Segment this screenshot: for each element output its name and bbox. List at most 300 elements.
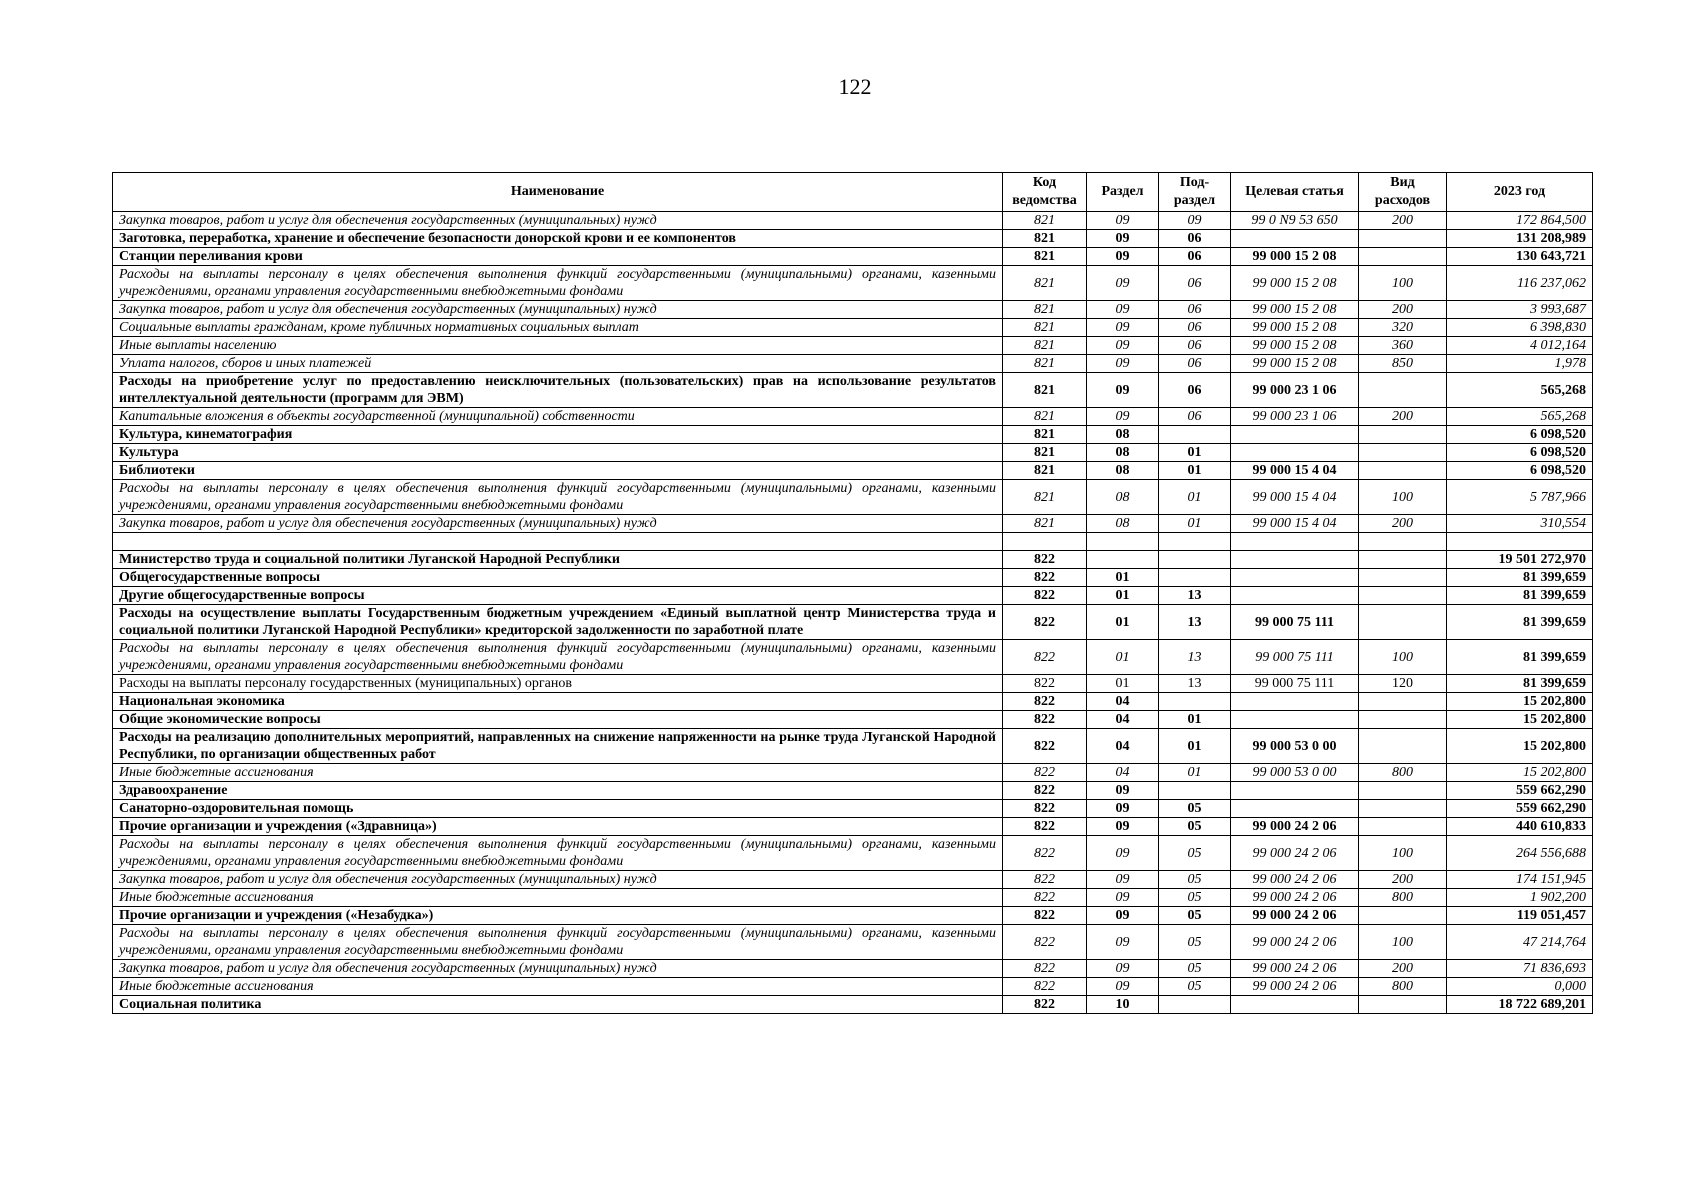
cell-dept-code: 821 xyxy=(1003,355,1087,373)
cell-section: 09 xyxy=(1087,301,1159,319)
cell-name: Закупка товаров, работ и услуг для обеспечения государственных (муниципальных) нужд xyxy=(113,871,1003,889)
cell-expense-type xyxy=(1359,996,1447,1014)
cell-section: 09 xyxy=(1087,319,1159,337)
cell-target-article xyxy=(1231,587,1359,605)
cell-dept-code: 822 xyxy=(1003,782,1087,800)
table-row xyxy=(113,800,1593,818)
cell-amount: 81 399,659 xyxy=(1447,605,1593,640)
cell-section: 08 xyxy=(1087,515,1159,533)
table-row xyxy=(113,266,1593,301)
cell-target-article: 99 000 23 1 06 xyxy=(1231,408,1359,426)
cell-section: 09 xyxy=(1087,978,1159,996)
cell-section: 08 xyxy=(1087,480,1159,515)
cell-expense-type: 100 xyxy=(1359,925,1447,960)
cell-section: 04 xyxy=(1087,764,1159,782)
cell-subsection: 06 xyxy=(1159,319,1231,337)
page-number: 122 xyxy=(838,74,872,99)
cell-name: Министерство труда и социальной политики Луганской Народной Республики xyxy=(113,551,1003,569)
cell-amount: 81 399,659 xyxy=(1447,587,1593,605)
cell-target-article: 99 000 75 111 xyxy=(1231,640,1359,675)
cell-section: 09 xyxy=(1087,871,1159,889)
cell-subsection xyxy=(1159,693,1231,711)
cell-expense-type xyxy=(1359,693,1447,711)
cell-section: 01 xyxy=(1087,587,1159,605)
cell-dept-code: 821 xyxy=(1003,266,1087,301)
cell-dept-code: 822 xyxy=(1003,836,1087,871)
cell-expense-type xyxy=(1359,230,1447,248)
cell-amount: 15 202,800 xyxy=(1447,693,1593,711)
cell-name: Станции переливания крови xyxy=(113,248,1003,266)
cell-subsection: 13 xyxy=(1159,640,1231,675)
cell-name: Национальная экономика xyxy=(113,693,1003,711)
cell-subsection: 13 xyxy=(1159,587,1231,605)
cell-amount: 71 836,693 xyxy=(1447,960,1593,978)
cell-section: 09 xyxy=(1087,907,1159,925)
cell-dept-code: 821 xyxy=(1003,444,1087,462)
cell-expense-type: 360 xyxy=(1359,337,1447,355)
cell-expense-type: 200 xyxy=(1359,871,1447,889)
cell-name: Расходы на выплаты персоналу государственных (муниципальных) органов xyxy=(113,675,1003,693)
cell-dept-code: 821 xyxy=(1003,319,1087,337)
budget-table xyxy=(112,172,1593,1014)
cell-amount: 174 151,945 xyxy=(1447,871,1593,889)
cell-dept-code: 822 xyxy=(1003,907,1087,925)
table-header-row xyxy=(113,173,1593,212)
cell-name xyxy=(113,533,1003,551)
cell-target-article: 99 000 15 2 08 xyxy=(1231,301,1359,319)
cell-amount: 565,268 xyxy=(1447,373,1593,408)
cell-amount: 19 501 272,970 xyxy=(1447,551,1593,569)
cell-target-article: 99 000 15 2 08 xyxy=(1231,337,1359,355)
cell-dept-code: 821 xyxy=(1003,248,1087,266)
cell-section: 04 xyxy=(1087,711,1159,729)
cell-amount: 310,554 xyxy=(1447,515,1593,533)
cell-amount: 18 722 689,201 xyxy=(1447,996,1593,1014)
cell-target-article: 99 000 15 2 08 xyxy=(1231,319,1359,337)
table-row xyxy=(113,480,1593,515)
table-row xyxy=(113,729,1593,764)
cell-section: 09 xyxy=(1087,355,1159,373)
cell-dept-code: 822 xyxy=(1003,978,1087,996)
header-target-article: Целевая статья xyxy=(1231,173,1359,212)
cell-target-article xyxy=(1231,800,1359,818)
cell-subsection: 01 xyxy=(1159,764,1231,782)
cell-expense-type: 100 xyxy=(1359,836,1447,871)
cell-subsection: 05 xyxy=(1159,960,1231,978)
cell-target-article: 99 000 15 4 04 xyxy=(1231,462,1359,480)
cell-target-article xyxy=(1231,693,1359,711)
cell-expense-type: 100 xyxy=(1359,266,1447,301)
cell-subsection: 06 xyxy=(1159,266,1231,301)
cell-dept-code: 822 xyxy=(1003,925,1087,960)
cell-expense-type: 200 xyxy=(1359,515,1447,533)
cell-expense-type: 800 xyxy=(1359,889,1447,907)
table-row xyxy=(113,960,1593,978)
table-row xyxy=(113,551,1593,569)
cell-expense-type: 800 xyxy=(1359,764,1447,782)
cell-section: 09 xyxy=(1087,782,1159,800)
cell-expense-type: 200 xyxy=(1359,408,1447,426)
table-row xyxy=(113,355,1593,373)
cell-section: 08 xyxy=(1087,426,1159,444)
cell-section: 01 xyxy=(1087,640,1159,675)
cell-name: Здравоохранение xyxy=(113,782,1003,800)
cell-amount: 15 202,800 xyxy=(1447,729,1593,764)
cell-target-article: 99 000 75 111 xyxy=(1231,605,1359,640)
cell-section: 09 xyxy=(1087,230,1159,248)
cell-target-article: 99 000 15 4 04 xyxy=(1231,515,1359,533)
cell-name: Заготовка, переработка, хранение и обеспечение безопасности донорской крови и ее компонентов xyxy=(113,230,1003,248)
cell-amount: 1,978 xyxy=(1447,355,1593,373)
cell-dept-code: 822 xyxy=(1003,587,1087,605)
cell-amount: 47 214,764 xyxy=(1447,925,1593,960)
cell-amount: 559 662,290 xyxy=(1447,782,1593,800)
cell-section: 01 xyxy=(1087,675,1159,693)
cell-target-article xyxy=(1231,426,1359,444)
cell-target-article: 99 000 24 2 06 xyxy=(1231,818,1359,836)
cell-section: 09 xyxy=(1087,889,1159,907)
cell-target-article: 99 000 15 2 08 xyxy=(1231,266,1359,301)
cell-amount: 81 399,659 xyxy=(1447,569,1593,587)
cell-target-article: 99 000 53 0 00 xyxy=(1231,764,1359,782)
header-year-2023: 2023 год xyxy=(1447,173,1593,212)
cell-expense-type: 800 xyxy=(1359,978,1447,996)
cell-amount: 3 993,687 xyxy=(1447,301,1593,319)
cell-name: Иные бюджетные ассигнования xyxy=(113,889,1003,907)
cell-expense-type: 850 xyxy=(1359,355,1447,373)
cell-dept-code: 821 xyxy=(1003,426,1087,444)
cell-subsection: 05 xyxy=(1159,800,1231,818)
cell-section: 09 xyxy=(1087,212,1159,230)
table-row xyxy=(113,996,1593,1014)
table-row xyxy=(113,675,1593,693)
cell-subsection xyxy=(1159,533,1231,551)
cell-expense-type xyxy=(1359,800,1447,818)
cell-target-article xyxy=(1231,782,1359,800)
table-row xyxy=(113,764,1593,782)
cell-amount: 559 662,290 xyxy=(1447,800,1593,818)
cell-target-article: 99 000 24 2 06 xyxy=(1231,978,1359,996)
cell-name: Капитальные вложения в объекты государственной (муниципальной) собственности xyxy=(113,408,1003,426)
cell-subsection: 05 xyxy=(1159,889,1231,907)
cell-expense-type xyxy=(1359,373,1447,408)
cell-expense-type xyxy=(1359,444,1447,462)
cell-name: Закупка товаров, работ и услуг для обеспечения государственных (муниципальных) нужд xyxy=(113,515,1003,533)
cell-name: Расходы на выплаты персоналу в целях обеспечения выполнения функций государственными (муниципальными) органами, казенными учреждениями, органами управления государственными внебюджетными фондами xyxy=(113,836,1003,871)
cell-expense-type: 200 xyxy=(1359,960,1447,978)
cell-target-article: 99 000 24 2 06 xyxy=(1231,907,1359,925)
cell-subsection: 05 xyxy=(1159,907,1231,925)
cell-amount: 116 237,062 xyxy=(1447,266,1593,301)
table-row xyxy=(113,925,1593,960)
cell-target-article: 99 000 24 2 06 xyxy=(1231,925,1359,960)
cell-expense-type xyxy=(1359,818,1447,836)
cell-section: 01 xyxy=(1087,569,1159,587)
cell-subsection xyxy=(1159,551,1231,569)
cell-section: 08 xyxy=(1087,444,1159,462)
cell-name: Закупка товаров, работ и услуг для обеспечения государственных (муниципальных) нужд xyxy=(113,212,1003,230)
table-row xyxy=(113,818,1593,836)
cell-dept-code: 821 xyxy=(1003,480,1087,515)
cell-expense-type xyxy=(1359,551,1447,569)
cell-expense-type xyxy=(1359,729,1447,764)
cell-amount: 4 012,164 xyxy=(1447,337,1593,355)
cell-target-article: 99 000 53 0 00 xyxy=(1231,729,1359,764)
cell-dept-code: 822 xyxy=(1003,693,1087,711)
cell-target-article xyxy=(1231,230,1359,248)
cell-dept-code: 821 xyxy=(1003,462,1087,480)
cell-name: Культура xyxy=(113,444,1003,462)
cell-subsection: 05 xyxy=(1159,818,1231,836)
table-row xyxy=(113,248,1593,266)
cell-subsection: 06 xyxy=(1159,337,1231,355)
cell-name: Прочие организации и учреждения («Незабудка») xyxy=(113,907,1003,925)
cell-dept-code: 822 xyxy=(1003,800,1087,818)
table-row xyxy=(113,871,1593,889)
cell-dept-code: 821 xyxy=(1003,373,1087,408)
cell-name: Социальные выплаты гражданам, кроме публичных нормативных социальных выплат xyxy=(113,319,1003,337)
cell-section xyxy=(1087,551,1159,569)
cell-target-article: 99 000 15 4 04 xyxy=(1231,480,1359,515)
cell-target-article: 99 000 24 2 06 xyxy=(1231,889,1359,907)
cell-dept-code xyxy=(1003,533,1087,551)
table-body xyxy=(113,212,1593,1014)
cell-dept-code: 822 xyxy=(1003,996,1087,1014)
cell-name: Расходы на выплаты персоналу в целях обеспечения выполнения функций государственными (муниципальными) органами, казенными учреждениями, органами управления государственными внебюджетными фондами xyxy=(113,266,1003,301)
cell-name: Расходы на приобретение услуг по предоставлению неисключительных (пользовательских) прав на использование результатов интеллектуальной деятельности (программ для ЭВМ) xyxy=(113,373,1003,408)
cell-name: Расходы на выплаты персоналу в целях обеспечения выполнения функций государственными (муниципальными) органами, казенными учреждениями, органами управления государственными внебюджетными фондами xyxy=(113,480,1003,515)
cell-name: Социальная политика xyxy=(113,996,1003,1014)
cell-section: 09 xyxy=(1087,408,1159,426)
cell-amount: 130 643,721 xyxy=(1447,248,1593,266)
cell-section: 09 xyxy=(1087,248,1159,266)
cell-expense-type xyxy=(1359,587,1447,605)
cell-amount: 119 051,457 xyxy=(1447,907,1593,925)
cell-target-article: 99 0 N9 53 650 xyxy=(1231,212,1359,230)
cell-amount: 6 398,830 xyxy=(1447,319,1593,337)
cell-section: 09 xyxy=(1087,373,1159,408)
cell-dept-code: 821 xyxy=(1003,212,1087,230)
cell-expense-type: 100 xyxy=(1359,480,1447,515)
cell-subsection: 06 xyxy=(1159,408,1231,426)
cell-dept-code: 821 xyxy=(1003,515,1087,533)
cell-section: 09 xyxy=(1087,836,1159,871)
cell-amount: 131 208,989 xyxy=(1447,230,1593,248)
cell-expense-type xyxy=(1359,533,1447,551)
cell-subsection: 13 xyxy=(1159,605,1231,640)
cell-subsection: 06 xyxy=(1159,373,1231,408)
table-row xyxy=(113,408,1593,426)
cell-name: Прочие организации и учреждения («Здравница») xyxy=(113,818,1003,836)
header-section: Раздел xyxy=(1087,173,1159,212)
cell-subsection xyxy=(1159,569,1231,587)
cell-amount: 1 902,200 xyxy=(1447,889,1593,907)
cell-dept-code: 822 xyxy=(1003,889,1087,907)
header-dept-code: Код ведомства xyxy=(1003,173,1087,212)
header-expense-type: Вид расходов xyxy=(1359,173,1447,212)
cell-expense-type: 200 xyxy=(1359,212,1447,230)
cell-expense-type xyxy=(1359,426,1447,444)
table-row xyxy=(113,515,1593,533)
cell-dept-code: 822 xyxy=(1003,729,1087,764)
cell-amount: 6 098,520 xyxy=(1447,444,1593,462)
cell-target-article xyxy=(1231,551,1359,569)
cell-expense-type xyxy=(1359,907,1447,925)
cell-subsection: 06 xyxy=(1159,301,1231,319)
header-name: Наименование xyxy=(113,173,1003,212)
cell-subsection: 06 xyxy=(1159,230,1231,248)
cell-name: Расходы на осуществление выплаты Государственным бюджетным учреждением «Единый выплатной центр Министерства труда и социальной политики Луганской Народной Республики» кредиторской задолженности по заработной плате xyxy=(113,605,1003,640)
cell-subsection: 01 xyxy=(1159,444,1231,462)
cell-section: 09 xyxy=(1087,818,1159,836)
cell-section: 01 xyxy=(1087,605,1159,640)
table-row xyxy=(113,533,1593,551)
cell-section: 09 xyxy=(1087,266,1159,301)
cell-name: Расходы на реализацию дополнительных мероприятий, направленных на снижение напряженности на рынке труда Луганской Народной Республики, по организации общественных работ xyxy=(113,729,1003,764)
table-row xyxy=(113,605,1593,640)
cell-expense-type: 200 xyxy=(1359,301,1447,319)
cell-target-article xyxy=(1231,444,1359,462)
cell-name: Общие экономические вопросы xyxy=(113,711,1003,729)
cell-section: 09 xyxy=(1087,800,1159,818)
cell-dept-code: 822 xyxy=(1003,960,1087,978)
table-row xyxy=(113,444,1593,462)
cell-name: Уплата налогов, сборов и иных платежей xyxy=(113,355,1003,373)
cell-target-article: 99 000 24 2 06 xyxy=(1231,871,1359,889)
table-row xyxy=(113,693,1593,711)
cell-subsection xyxy=(1159,782,1231,800)
cell-subsection: 01 xyxy=(1159,515,1231,533)
cell-target-article xyxy=(1231,711,1359,729)
cell-section: 09 xyxy=(1087,337,1159,355)
cell-expense-type xyxy=(1359,569,1447,587)
cell-dept-code: 822 xyxy=(1003,569,1087,587)
cell-amount: 81 399,659 xyxy=(1447,640,1593,675)
cell-target-article xyxy=(1231,996,1359,1014)
cell-dept-code: 821 xyxy=(1003,301,1087,319)
table-row xyxy=(113,836,1593,871)
table-row xyxy=(113,301,1593,319)
cell-subsection xyxy=(1159,996,1231,1014)
cell-amount: 0,000 xyxy=(1447,978,1593,996)
cell-subsection: 01 xyxy=(1159,462,1231,480)
cell-dept-code: 822 xyxy=(1003,551,1087,569)
table-row xyxy=(113,426,1593,444)
cell-expense-type xyxy=(1359,711,1447,729)
cell-amount: 440 610,833 xyxy=(1447,818,1593,836)
cell-name: Закупка товаров, работ и услуг для обеспечения государственных (муниципальных) нужд xyxy=(113,960,1003,978)
cell-amount: 15 202,800 xyxy=(1447,711,1593,729)
cell-name: Иные бюджетные ассигнования xyxy=(113,764,1003,782)
cell-target-article: 99 000 24 2 06 xyxy=(1231,960,1359,978)
table-row xyxy=(113,230,1593,248)
table-row xyxy=(113,640,1593,675)
cell-amount: 565,268 xyxy=(1447,408,1593,426)
cell-section: 10 xyxy=(1087,996,1159,1014)
table-row xyxy=(113,462,1593,480)
cell-amount: 81 399,659 xyxy=(1447,675,1593,693)
table-row xyxy=(113,337,1593,355)
cell-target-article: 99 000 75 111 xyxy=(1231,675,1359,693)
table-row xyxy=(113,587,1593,605)
cell-name: Расходы на выплаты персоналу в целях обеспечения выполнения функций государственными (муниципальными) органами, казенными учреждениями, органами управления государственными внебюджетными фондами xyxy=(113,640,1003,675)
cell-amount: 15 202,800 xyxy=(1447,764,1593,782)
cell-name: Расходы на выплаты персоналу в целях обеспечения выполнения функций государственными (муниципальными) органами, казенными учреждениями, органами управления государственными внебюджетными фондами xyxy=(113,925,1003,960)
cell-subsection: 09 xyxy=(1159,212,1231,230)
cell-target-article: 99 000 15 2 08 xyxy=(1231,248,1359,266)
cell-expense-type: 120 xyxy=(1359,675,1447,693)
cell-dept-code: 822 xyxy=(1003,640,1087,675)
cell-expense-type xyxy=(1359,782,1447,800)
cell-name: Культура, кинематография xyxy=(113,426,1003,444)
cell-dept-code: 822 xyxy=(1003,675,1087,693)
table-row xyxy=(113,373,1593,408)
cell-dept-code: 822 xyxy=(1003,711,1087,729)
cell-target-article xyxy=(1231,533,1359,551)
cell-section xyxy=(1087,533,1159,551)
cell-name: Другие общегосударственные вопросы xyxy=(113,587,1003,605)
cell-subsection: 01 xyxy=(1159,729,1231,764)
cell-dept-code: 821 xyxy=(1003,408,1087,426)
cell-dept-code: 822 xyxy=(1003,605,1087,640)
cell-dept-code: 821 xyxy=(1003,337,1087,355)
cell-expense-type: 100 xyxy=(1359,640,1447,675)
cell-amount: 6 098,520 xyxy=(1447,462,1593,480)
cell-subsection: 06 xyxy=(1159,248,1231,266)
cell-dept-code: 822 xyxy=(1003,764,1087,782)
table-row xyxy=(113,907,1593,925)
table-row xyxy=(113,569,1593,587)
cell-target-article: 99 000 24 2 06 xyxy=(1231,836,1359,871)
cell-section: 04 xyxy=(1087,729,1159,764)
cell-amount: 5 787,966 xyxy=(1447,480,1593,515)
cell-target-article: 99 000 23 1 06 xyxy=(1231,373,1359,408)
cell-expense-type xyxy=(1359,248,1447,266)
cell-target-article: 99 000 15 2 08 xyxy=(1231,355,1359,373)
cell-expense-type xyxy=(1359,462,1447,480)
cell-section: 08 xyxy=(1087,462,1159,480)
header-subsection: Под-раздел xyxy=(1159,173,1231,212)
cell-name: Закупка товаров, работ и услуг для обеспечения государственных (муниципальных) нужд xyxy=(113,301,1003,319)
table-row xyxy=(113,978,1593,996)
cell-subsection: 05 xyxy=(1159,925,1231,960)
cell-section: 09 xyxy=(1087,925,1159,960)
cell-name: Иные выплаты населению xyxy=(113,337,1003,355)
cell-dept-code: 821 xyxy=(1003,230,1087,248)
cell-subsection: 06 xyxy=(1159,355,1231,373)
cell-subsection: 05 xyxy=(1159,836,1231,871)
cell-subsection xyxy=(1159,426,1231,444)
cell-target-article xyxy=(1231,569,1359,587)
cell-subsection: 01 xyxy=(1159,711,1231,729)
cell-name: Библиотеки xyxy=(113,462,1003,480)
cell-name: Санаторно-оздоровительная помощь xyxy=(113,800,1003,818)
cell-section: 09 xyxy=(1087,960,1159,978)
cell-subsection: 05 xyxy=(1159,978,1231,996)
cell-expense-type xyxy=(1359,605,1447,640)
table-row xyxy=(113,319,1593,337)
cell-expense-type: 320 xyxy=(1359,319,1447,337)
cell-amount xyxy=(1447,533,1593,551)
cell-section: 04 xyxy=(1087,693,1159,711)
cell-subsection: 01 xyxy=(1159,480,1231,515)
table-row xyxy=(113,889,1593,907)
cell-amount: 6 098,520 xyxy=(1447,426,1593,444)
cell-dept-code: 822 xyxy=(1003,818,1087,836)
cell-dept-code: 822 xyxy=(1003,871,1087,889)
cell-name: Общегосударственные вопросы xyxy=(113,569,1003,587)
cell-amount: 264 556,688 xyxy=(1447,836,1593,871)
